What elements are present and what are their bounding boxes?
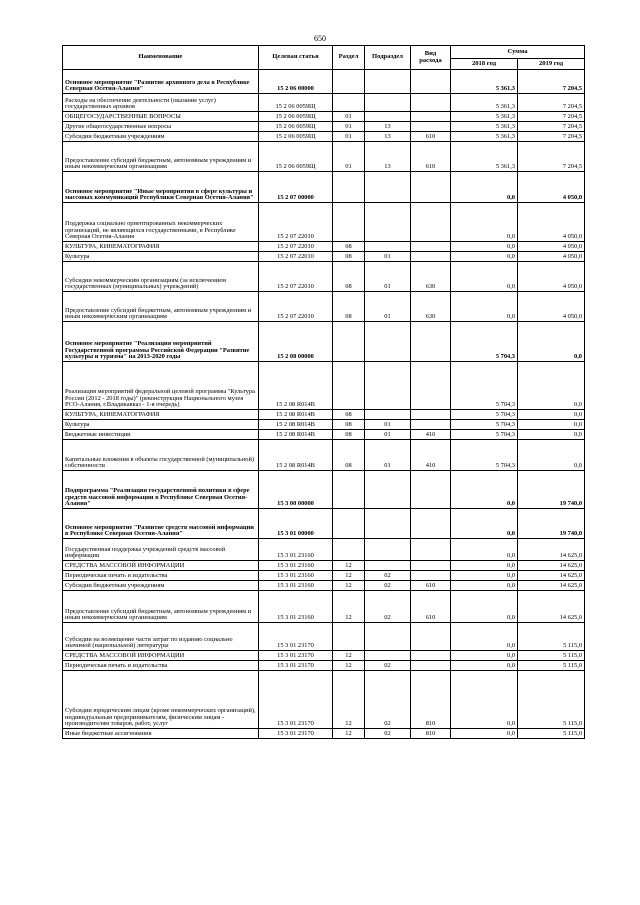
row-subsection-cell: 01 [365,440,411,471]
table-row [63,591,585,623]
row-name-cell: Субсидии бюджетным учреждениям [63,581,259,591]
row-article-cell: 15 2 06 0059Щ [259,132,333,142]
row-sum-2019-cell: 5 115,0 [518,651,585,661]
row-article-cell: 15 3 01 23160 [259,571,333,581]
row-subsection-cell [365,70,411,94]
row-sum-2018-cell: 5 361,3 [451,132,518,142]
row-subsection-cell [365,203,411,242]
table-row [63,471,585,509]
row-sum-2019-cell: 19 740,0 [518,509,585,539]
row-expense-type-cell [411,322,451,362]
row-article-cell: 15 3 01 23160 [259,591,333,623]
row-sum-2019-cell: 5 115,0 [518,661,585,671]
row-sum-2018-cell: 5 361,3 [451,70,518,94]
table-row [63,729,585,739]
row-subsection-cell [365,242,411,252]
row-subsection-cell [365,561,411,571]
col-header-expense-type: Вид расхода [411,46,451,70]
row-subsection-cell [365,651,411,661]
row-expense-type-cell [411,471,451,509]
row-sum-2018-cell: 0,0 [451,509,518,539]
row-subsection-cell: 01 [365,430,411,440]
row-subsection-cell: 02 [365,581,411,591]
row-sum-2018-cell: 0,0 [451,671,518,729]
table-row [63,440,585,471]
row-sum-2019-cell: 4 050,0 [518,203,585,242]
row-article-cell: 15 3 01 00000 [259,509,333,539]
table-row [63,671,585,729]
row-article-cell: 15 2 07 22010 [259,203,333,242]
row-sum-2018-cell: 5 704,3 [451,420,518,430]
row-section-cell: 12 [333,571,365,581]
table-row [63,242,585,252]
row-section-cell [333,623,365,651]
row-sum-2019-cell: 7 204,5 [518,70,585,94]
table-row [63,262,585,292]
row-subsection-cell [365,471,411,509]
row-name-cell: КУЛЬТУРА, КИНЕМАТОГРАФИЯ [63,242,259,252]
row-section-cell: 01 [333,132,365,142]
row-section-cell: 08 [333,420,365,430]
row-sum-2019-cell: 0,0 [518,322,585,362]
row-expense-type-cell [411,539,451,561]
row-article-cell: 15 2 07 22010 [259,242,333,252]
col-header-2019: 2019 год [518,59,585,70]
row-subsection-cell: 01 [365,262,411,292]
row-article-cell: 15 2 08 R014В [259,362,333,410]
row-sum-2018-cell: 5 704,3 [451,362,518,410]
row-section-cell [333,322,365,362]
table-row [63,430,585,440]
row-article-cell: 15 2 06 0059Щ [259,94,333,112]
row-section-cell: 12 [333,651,365,661]
row-name-cell: Культура [63,420,259,430]
table-body [63,70,585,739]
row-article-cell: 15 3 01 23160 [259,539,333,561]
row-sum-2019-cell: 14 625,0 [518,561,585,571]
table-row [63,661,585,671]
row-name-cell: Основное мероприятие "Реализация мероприятий Государственной программы Российской Федерации "Развитие культуры и туризма" на 2013-2020 годы [63,322,259,362]
row-article-cell: 15 3 01 23170 [259,651,333,661]
row-expense-type-cell: 610 [411,142,451,172]
row-expense-type-cell [411,651,451,661]
row-expense-type-cell: 610 [411,581,451,591]
row-sum-2018-cell: 5 361,3 [451,122,518,132]
row-subsection-cell: 13 [365,132,411,142]
row-subsection-cell: 01 [365,292,411,322]
row-sum-2018-cell: 0,0 [451,252,518,262]
row-sum-2019-cell: 5 115,0 [518,729,585,739]
row-sum-2019-cell: 14 625,0 [518,581,585,591]
row-name-cell: Основное мероприятие "Иные мероприятия в сфере культуры и массовых коммуникаций Республики Северная Осетия-Алания" [63,172,259,203]
row-article-cell: 15 2 07 22010 [259,252,333,262]
row-expense-type-cell [411,242,451,252]
row-expense-type-cell [411,561,451,571]
row-expense-type-cell [411,509,451,539]
row-name-cell: Периодическая печать и издательства [63,571,259,581]
row-expense-type-cell: 610 [411,591,451,623]
row-sum-2019-cell: 4 050,0 [518,252,585,262]
row-sum-2019-cell: 19 740,0 [518,471,585,509]
row-article-cell: 15 2 07 22010 [259,292,333,322]
table-row [63,142,585,172]
row-article-cell: 15 3 01 23160 [259,561,333,571]
row-name-cell: Предоставление субсидий бюджетным, автономным учреждениям и иным некоммерческим организациям [63,292,259,322]
row-section-cell: 12 [333,561,365,571]
row-expense-type-cell: 810 [411,671,451,729]
row-sum-2018-cell: 0,0 [451,242,518,252]
row-expense-type-cell [411,420,451,430]
row-article-cell: 15 3 01 23160 [259,581,333,591]
row-expense-type-cell: 410 [411,440,451,471]
row-name-cell: Периодическая печать и издательства [63,661,259,671]
row-section-cell [333,509,365,539]
row-sum-2018-cell: 0,0 [451,203,518,242]
col-header-2018: 2018 год [451,59,518,70]
row-section-cell: 08 [333,242,365,252]
row-sum-2018-cell: 5 361,3 [451,94,518,112]
row-sum-2018-cell: 0,0 [451,471,518,509]
row-article-cell: 15 2 06 0059Щ [259,112,333,122]
row-section-cell: 08 [333,430,365,440]
row-expense-type-cell: 630 [411,292,451,322]
table-row [63,252,585,262]
budget-table [62,45,585,739]
row-sum-2019-cell: 7 204,5 [518,122,585,132]
table-row [63,410,585,420]
table-row [63,509,585,539]
row-sum-2019-cell: 14 625,0 [518,591,585,623]
row-subsection-cell [365,322,411,362]
row-article-cell: 15 2 07 22010 [259,262,333,292]
row-name-cell: Предоставление субсидий бюджетным, автономным учреждениям и иным некоммерческим организациям [63,591,259,623]
row-sum-2019-cell: 14 625,0 [518,539,585,561]
row-section-cell: 08 [333,262,365,292]
row-name-cell: Основное мероприятие "Развитие архивного дела в Республике Северная Осетия-Алания" [63,70,259,94]
row-name-cell: Основное мероприятие "Развитие средств массовой информации в Республике Северная Осетия-Алания" [63,509,259,539]
row-sum-2019-cell: 4 050,0 [518,292,585,322]
row-section-cell: 08 [333,252,365,262]
row-sum-2019-cell: 0,0 [518,440,585,471]
row-sum-2019-cell: 5 115,0 [518,623,585,651]
row-expense-type-cell [411,112,451,122]
row-expense-type-cell [411,623,451,651]
row-section-cell [333,539,365,561]
row-section-cell: 08 [333,292,365,322]
col-header-name: Наименование [63,46,259,70]
table-row [63,322,585,362]
row-sum-2018-cell: 5 704,3 [451,410,518,420]
row-sum-2018-cell: 0,0 [451,729,518,739]
row-expense-type-cell: 630 [411,262,451,292]
row-subsection-cell: 02 [365,571,411,581]
table-row [63,539,585,561]
row-sum-2018-cell: 0,0 [451,651,518,661]
row-subsection-cell: 13 [365,142,411,172]
row-expense-type-cell [411,571,451,581]
row-subsection-cell [365,509,411,539]
row-name-cell: Реализация мероприятий федеральной целевой программы "Культура России (2012 - 2018 годы)" (реконструкция Национального музея РСО-Алания, г.Владикавказ - 1-я очередь) [63,362,259,410]
col-header-subsection: Подраздел [365,46,411,70]
row-name-cell: Капитальные вложения в объекты государственной (муниципальной) собственности [63,440,259,471]
row-subsection-cell [365,94,411,112]
row-sum-2019-cell: 7 204,5 [518,142,585,172]
table-row [63,94,585,112]
row-expense-type-cell [411,203,451,242]
row-expense-type-cell [411,252,451,262]
row-expense-type-cell [411,122,451,132]
table-row [63,581,585,591]
row-name-cell: Поддержка социально ориентированных некоммерческих организаций, не являющихся государственными, в Республике Северная Осетия-Алания [63,203,259,242]
row-section-cell [333,362,365,410]
row-section-cell [333,203,365,242]
row-subsection-cell: 13 [365,122,411,132]
row-sum-2018-cell: 0,0 [451,172,518,203]
row-article-cell: 15 2 06 0059Щ [259,142,333,172]
row-sum-2018-cell: 5 704,3 [451,322,518,362]
row-article-cell: 15 2 08 R014В [259,410,333,420]
row-sum-2018-cell: 5 704,3 [451,440,518,471]
row-section-cell: 01 [333,142,365,172]
row-name-cell: Подпрограмма "Реализация государственной политики в сфере средств массовой информации в Республике Северная Осетия-Алания" [63,471,259,509]
row-sum-2018-cell: 5 361,3 [451,112,518,122]
row-article-cell: 15 2 06 00000 [259,70,333,94]
row-expense-type-cell [411,94,451,112]
row-subsection-cell [365,623,411,651]
row-section-cell: 01 [333,112,365,122]
table-row [63,132,585,142]
row-article-cell: 15 2 06 0059Щ [259,122,333,132]
row-article-cell: 15 2 08 R014В [259,420,333,430]
row-section-cell: 12 [333,591,365,623]
row-name-cell: Государственная поддержка учреждений средств массовой информации [63,539,259,561]
row-subsection-cell: 02 [365,591,411,623]
row-expense-type-cell [411,410,451,420]
row-sum-2018-cell: 0,0 [451,581,518,591]
table-row [63,70,585,94]
row-subsection-cell [365,112,411,122]
row-article-cell: 15 3 01 23170 [259,661,333,671]
row-section-cell: 12 [333,729,365,739]
row-sum-2019-cell: 4 050,0 [518,172,585,203]
row-section-cell: 12 [333,671,365,729]
row-subsection-cell [365,172,411,203]
row-sum-2018-cell: 0,0 [451,292,518,322]
row-name-cell: Расходы на обеспечение деятельности (оказание услуг) государственных архивов [63,94,259,112]
row-article-cell: 15 2 08 R014В [259,440,333,471]
row-section-cell [333,94,365,112]
row-sum-2019-cell: 0,0 [518,420,585,430]
table-row [63,651,585,661]
row-sum-2018-cell: 0,0 [451,571,518,581]
table-row [63,561,585,571]
row-name-cell: Субсидии юридическим лицам (кроме некоммерческих организаций), индивидуальным предпринимателям, физическим лицам - производителям товаров, работ, услуг [63,671,259,729]
row-sum-2019-cell: 14 625,0 [518,571,585,581]
row-subsection-cell: 01 [365,420,411,430]
row-sum-2018-cell: 0,0 [451,539,518,561]
row-expense-type-cell: 810 [411,729,451,739]
row-section-cell [333,471,365,509]
row-subsection-cell [365,410,411,420]
row-sum-2019-cell: 4 050,0 [518,242,585,252]
row-name-cell: Культура [63,252,259,262]
table-row [63,122,585,132]
row-name-cell: СРЕДСТВА МАССОВОЙ ИНФОРМАЦИИ [63,651,259,661]
row-sum-2019-cell: 7 204,5 [518,112,585,122]
row-subsection-cell: 01 [365,252,411,262]
row-sum-2018-cell: 0,0 [451,661,518,671]
table-row [63,420,585,430]
row-sum-2019-cell: 7 204,5 [518,94,585,112]
row-expense-type-cell [411,362,451,410]
row-expense-type-cell: 410 [411,430,451,440]
row-subsection-cell [365,362,411,410]
row-name-cell: Субсидии некоммерческим организациям (за исключением государственных (муниципальных) учреждений) [63,262,259,292]
row-section-cell [333,172,365,203]
table-row [63,571,585,581]
row-section-cell: 01 [333,122,365,132]
row-sum-2018-cell: 0,0 [451,262,518,292]
row-sum-2019-cell: 5 115,0 [518,671,585,729]
col-header-section: Раздел [333,46,365,70]
row-sum-2018-cell: 5 704,3 [451,430,518,440]
row-name-cell: СРЕДСТВА МАССОВОЙ ИНФОРМАЦИИ [63,561,259,571]
row-sum-2019-cell: 0,0 [518,430,585,440]
row-sum-2018-cell: 0,0 [451,591,518,623]
row-article-cell: 15 2 08 00000 [259,322,333,362]
row-expense-type-cell [411,70,451,94]
row-article-cell: 15 3 01 23170 [259,671,333,729]
row-section-cell: 08 [333,410,365,420]
table-row [63,112,585,122]
col-header-article: Целевая статья [259,46,333,70]
page-number: 650 [314,34,326,43]
table-row [63,172,585,203]
row-section-cell [333,70,365,94]
row-article-cell: 15 2 08 R014В [259,430,333,440]
row-name-cell: Иные бюджетные ассигнования [63,729,259,739]
row-section-cell: 12 [333,661,365,671]
row-subsection-cell: 02 [365,671,411,729]
row-article-cell: 15 2 07 00000 [259,172,333,203]
row-name-cell: ОБЩЕГОСУДАРСТВЕННЫЕ ВОПРОСЫ [63,112,259,122]
row-sum-2019-cell: 0,0 [518,410,585,420]
row-section-cell: 12 [333,581,365,591]
row-sum-2019-cell: 7 204,5 [518,132,585,142]
table-row [63,623,585,651]
row-sum-2018-cell: 0,0 [451,623,518,651]
row-name-cell: Субсидии бюджетным учреждениям [63,132,259,142]
row-article-cell: 15 3 01 23170 [259,729,333,739]
row-subsection-cell [365,539,411,561]
row-sum-2018-cell: 0,0 [451,561,518,571]
table-row [63,292,585,322]
col-header-sum: Сумма [451,46,585,59]
row-subsection-cell: 02 [365,729,411,739]
row-section-cell: 08 [333,440,365,471]
row-name-cell: КУЛЬТУРА, КИНЕМАТОГРАФИЯ [63,410,259,420]
row-expense-type-cell [411,172,451,203]
row-name-cell: Другие общегосударственные вопросы [63,122,259,132]
row-expense-type-cell [411,661,451,671]
row-article-cell: 15 3 00 00000 [259,471,333,509]
row-expense-type-cell: 610 [411,132,451,142]
row-article-cell: 15 3 01 23170 [259,623,333,651]
row-name-cell: Бюджетные инвестиции [63,430,259,440]
table-row [63,362,585,410]
table-row [63,203,585,242]
header-row-1 [63,46,585,59]
row-subsection-cell: 02 [365,661,411,671]
row-name-cell: Субсидии на возмещение части затрат по изданию социально значимой (национальной) литературы [63,623,259,651]
row-name-cell: Предоставление субсидий бюджетным, автономным учреждениям и иным некоммерческим организациям [63,142,259,172]
row-sum-2018-cell: 5 361,3 [451,142,518,172]
row-sum-2019-cell: 4 050,0 [518,262,585,292]
row-sum-2019-cell: 0,0 [518,362,585,410]
